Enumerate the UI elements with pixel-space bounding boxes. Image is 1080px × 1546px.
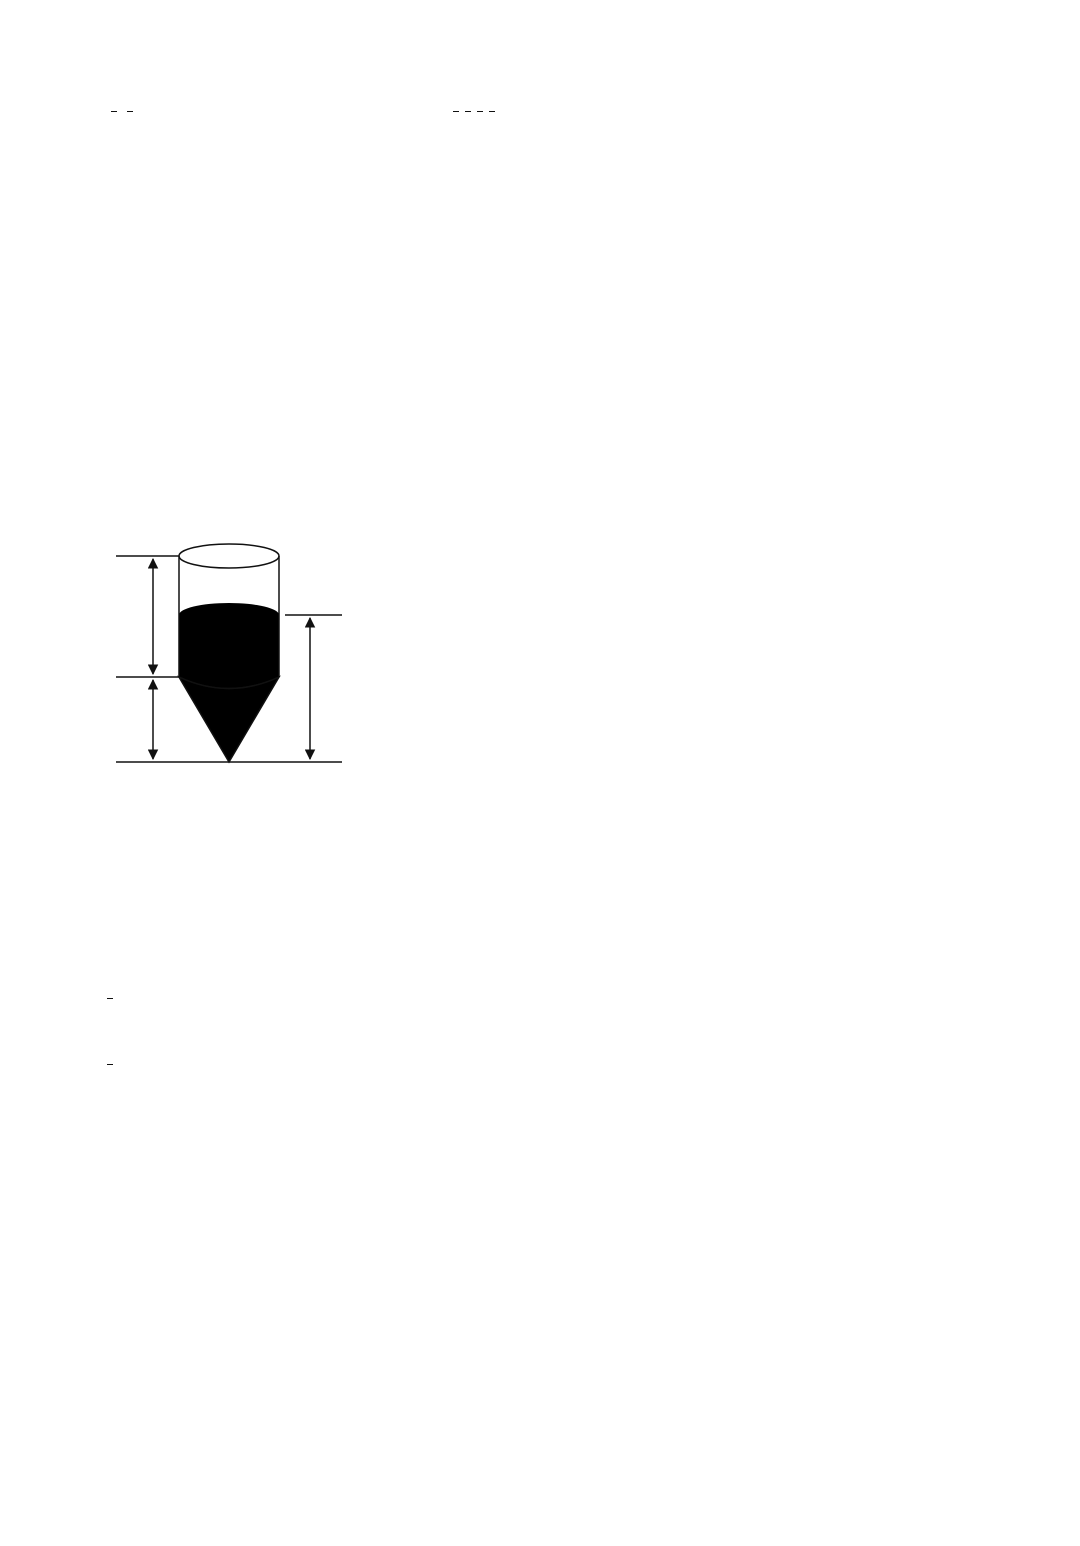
question-26-line-2: [106, 1036, 114, 1092]
fraction: [465, 108, 471, 115]
container-figure: [100, 540, 380, 775]
liquid-surface: [179, 603, 279, 627]
denominator: [127, 111, 133, 115]
denominator: [489, 111, 495, 115]
fraction: [107, 995, 113, 1002]
denominator: [107, 998, 113, 1002]
fraction: [477, 108, 483, 115]
denominator: [465, 111, 471, 115]
calc-problem-4: [452, 78, 496, 144]
fraction: [453, 108, 459, 115]
cylinder-top-rim: [179, 544, 279, 568]
denominator: [477, 111, 483, 115]
fraction: [489, 108, 495, 115]
calc-problem-3: [106, 82, 134, 140]
fraction: [127, 108, 133, 115]
cone: [179, 677, 279, 762]
fraction: [107, 1061, 113, 1068]
denominator: [107, 1064, 113, 1068]
denominator: [453, 111, 459, 115]
fraction: [111, 108, 117, 115]
question-26-line-1: [106, 970, 114, 1026]
denominator: [111, 111, 117, 115]
